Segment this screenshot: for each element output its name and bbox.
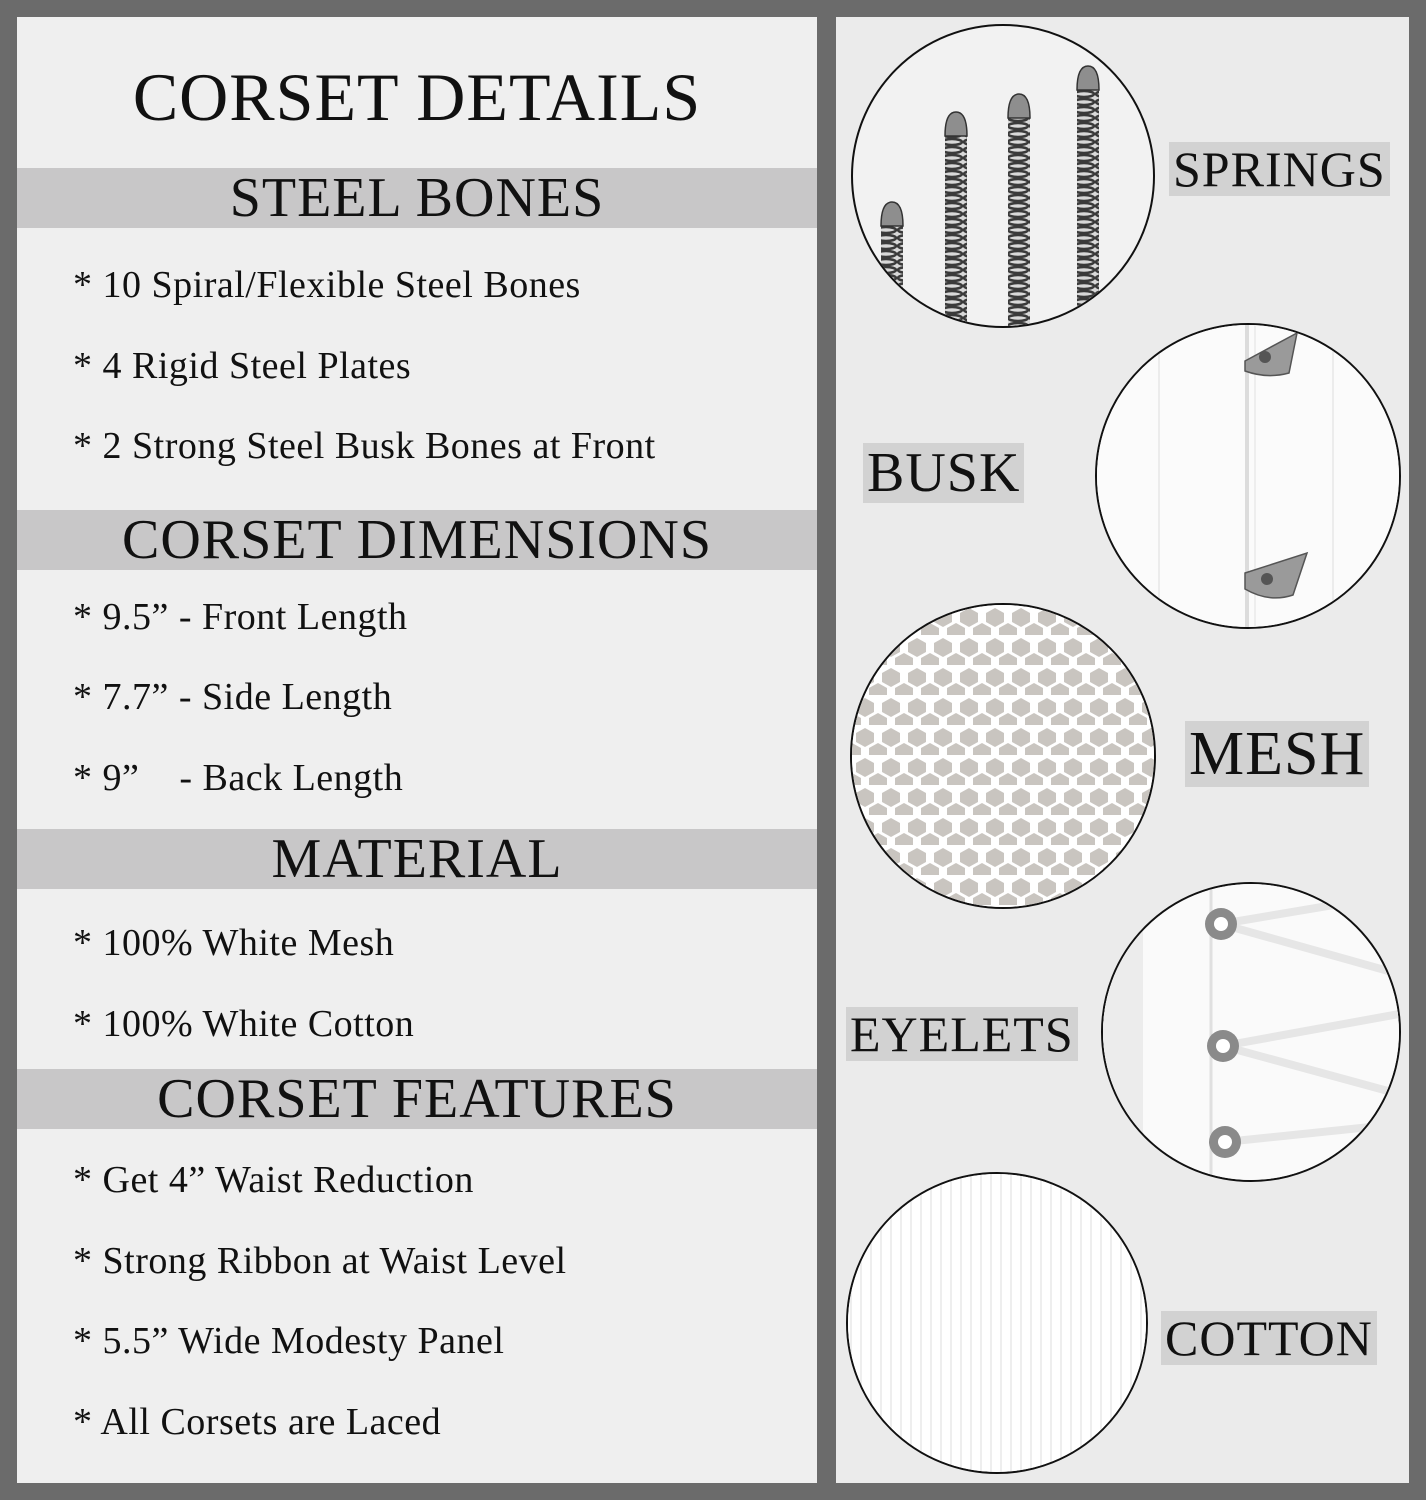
detail-label-mesh: MESH	[1185, 721, 1369, 787]
section-heading-steel-bones: STEEL BONES	[17, 168, 817, 228]
spec-item: * 9” - Back Length	[73, 757, 404, 799]
eyelets-icon	[1101, 882, 1401, 1182]
spec-item: * 9.5” - Front Length	[73, 596, 408, 638]
spec-item: * 100% White Mesh	[73, 922, 395, 964]
page-title: CORSET DETAILS	[132, 59, 702, 135]
spec-item: * Strong Ribbon at Waist Level	[73, 1240, 567, 1282]
section-heading-corset-features: CORSET FEATURES	[17, 1069, 817, 1129]
section-heading-material: MATERIAL	[17, 829, 817, 889]
spec-item: * All Corsets are Laced	[73, 1401, 442, 1443]
busk-icon	[1095, 323, 1401, 629]
spec-item: * 100% White Cotton	[73, 1003, 415, 1045]
spec-item: * 5.5” Wide Modesty Panel	[73, 1320, 505, 1362]
spec-item: * 10 Spiral/Flexible Steel Bones	[73, 264, 581, 306]
spec-item: * 2 Strong Steel Busk Bones at Front	[73, 425, 656, 467]
detail-label-busk: BUSK	[863, 443, 1024, 503]
spec-item: * 4 Rigid Steel Plates	[73, 345, 412, 387]
springs-icon	[851, 24, 1155, 328]
spec-item: * Get 4” Waist Reduction	[73, 1159, 474, 1201]
cotton-icon	[846, 1172, 1148, 1474]
detail-label-cotton: COTTON	[1161, 1311, 1377, 1365]
mesh-icon	[850, 603, 1156, 909]
detail-label-eyelets: EYELETS	[846, 1007, 1078, 1061]
spec-item: * 7.7” - Side Length	[73, 676, 393, 718]
details-panel	[836, 17, 1409, 1483]
detail-label-springs: SPRINGS	[1169, 142, 1390, 196]
specs-panel	[17, 17, 817, 1483]
section-heading-corset-dimensions: CORSET DIMENSIONS	[17, 510, 817, 570]
